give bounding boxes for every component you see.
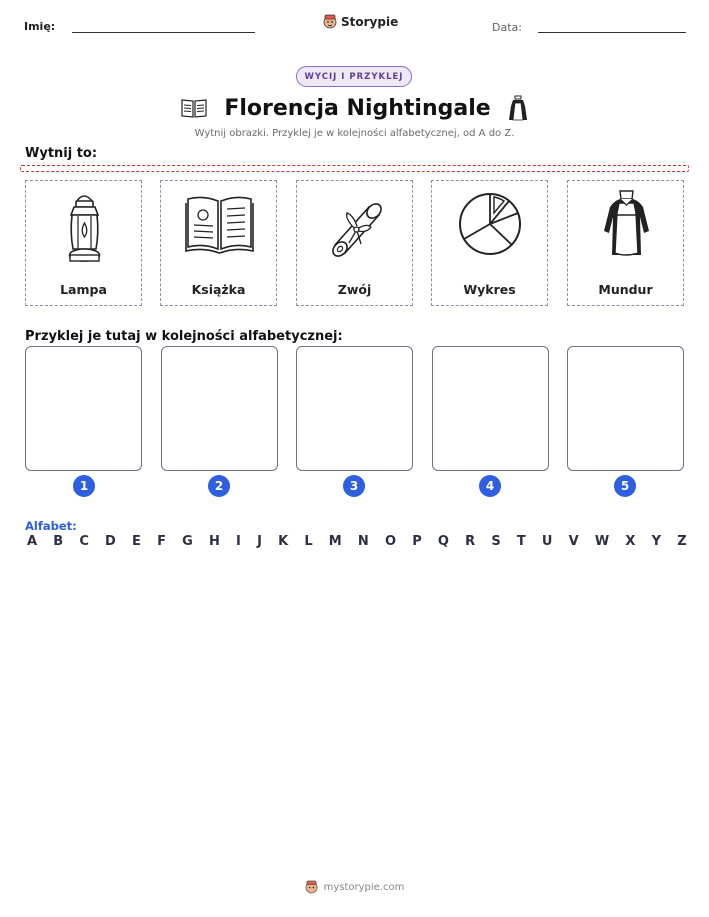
cut-line bbox=[20, 165, 689, 172]
alphabet-letter: K bbox=[278, 534, 289, 549]
card-label: Lampa bbox=[60, 282, 107, 297]
alphabet-letter: L bbox=[304, 534, 313, 549]
book-icon bbox=[180, 97, 208, 119]
title-text: Florencja Nightingale bbox=[224, 95, 491, 121]
alphabet-letter: S bbox=[491, 534, 501, 549]
slot-number-badge: 1 bbox=[73, 475, 95, 497]
cut-section-title: Wytnij to: bbox=[25, 146, 98, 161]
alphabet-letter: U bbox=[541, 534, 553, 549]
pie-chart-icon bbox=[432, 189, 549, 273]
alphabet-letter: Q bbox=[437, 534, 449, 549]
storypie-mascot-icon bbox=[323, 14, 337, 29]
alphabet-letter: A bbox=[27, 534, 38, 549]
alphabet-letter: N bbox=[357, 534, 369, 549]
cut-card-lampa[interactable] bbox=[25, 180, 142, 306]
alphabet-letter: O bbox=[384, 534, 397, 549]
alphabet-title: Alfabet: bbox=[25, 519, 77, 533]
alphabet-letter: R bbox=[465, 534, 476, 549]
page-title bbox=[0, 92, 709, 124]
alphabet-letter: H bbox=[208, 534, 220, 549]
slot-number-badge: 5 bbox=[614, 475, 636, 497]
card-label: Mundur bbox=[598, 282, 653, 297]
cut-card-wykres[interactable] bbox=[431, 180, 548, 306]
alphabet-letter: B bbox=[53, 534, 64, 549]
card-label: Wykres bbox=[463, 282, 516, 297]
brand-logo bbox=[323, 14, 398, 29]
instructions: Wytnij obrazki. Przyklej je w kolejności alfabetycznej, od A do Z. bbox=[194, 128, 515, 139]
alphabet-letter: F bbox=[157, 534, 166, 549]
slot-number-badge: 2 bbox=[208, 475, 230, 497]
cut-card-ksiazka[interactable] bbox=[160, 180, 277, 306]
name-line[interactable] bbox=[72, 32, 255, 33]
cut-card-mundur[interactable] bbox=[567, 180, 684, 306]
alphabet-letter: P bbox=[412, 534, 422, 549]
alphabet-letter: J bbox=[257, 534, 262, 549]
uniform-icon bbox=[568, 189, 685, 273]
cut-card-zwoj[interactable] bbox=[296, 180, 413, 306]
alphabet-row bbox=[27, 534, 687, 549]
book-icon bbox=[161, 189, 278, 273]
paste-section-title: Przyklej je tutaj w kolejności alfabetycznej: bbox=[25, 329, 343, 344]
date-line[interactable] bbox=[538, 32, 686, 33]
alphabet-letter: V bbox=[568, 534, 579, 549]
activity-badge: WYCIJ I PRZYKLEJ bbox=[296, 66, 412, 87]
card-label: Książka bbox=[191, 282, 246, 297]
alphabet-letter: X bbox=[625, 534, 636, 549]
paste-slot-2[interactable] bbox=[161, 346, 278, 471]
alphabet-letter: C bbox=[79, 534, 89, 549]
card-label: Zwój bbox=[337, 282, 372, 297]
alphabet-letter: Z bbox=[677, 534, 687, 549]
name-label: Imię: bbox=[24, 20, 56, 33]
alphabet-letter: I bbox=[236, 534, 241, 549]
footer-url: mystorypie.com bbox=[323, 881, 405, 893]
alphabet-letter: G bbox=[182, 534, 193, 549]
alphabet-letter: T bbox=[516, 534, 526, 549]
alphabet-letter: M bbox=[328, 534, 342, 549]
footer bbox=[0, 880, 709, 894]
brand-name: Storypie bbox=[341, 14, 399, 29]
lantern-icon bbox=[26, 189, 143, 273]
alphabet-letter: D bbox=[105, 534, 116, 549]
scroll-icon bbox=[297, 189, 414, 273]
slot-number-badge: 4 bbox=[479, 475, 501, 497]
paste-slot-1[interactable] bbox=[25, 346, 142, 471]
paste-slot-5[interactable] bbox=[567, 346, 684, 471]
alphabet-letter: Y bbox=[651, 534, 662, 549]
alphabet-letter: E bbox=[132, 534, 141, 549]
alphabet-letter: W bbox=[594, 534, 610, 549]
nurse-uniform-icon bbox=[507, 94, 529, 122]
date-label: Data: bbox=[492, 21, 522, 34]
slot-number-badge: 3 bbox=[343, 475, 365, 497]
storypie-mascot-icon bbox=[305, 880, 318, 894]
paste-slot-3[interactable] bbox=[296, 346, 413, 471]
paste-slot-4[interactable] bbox=[432, 346, 549, 471]
